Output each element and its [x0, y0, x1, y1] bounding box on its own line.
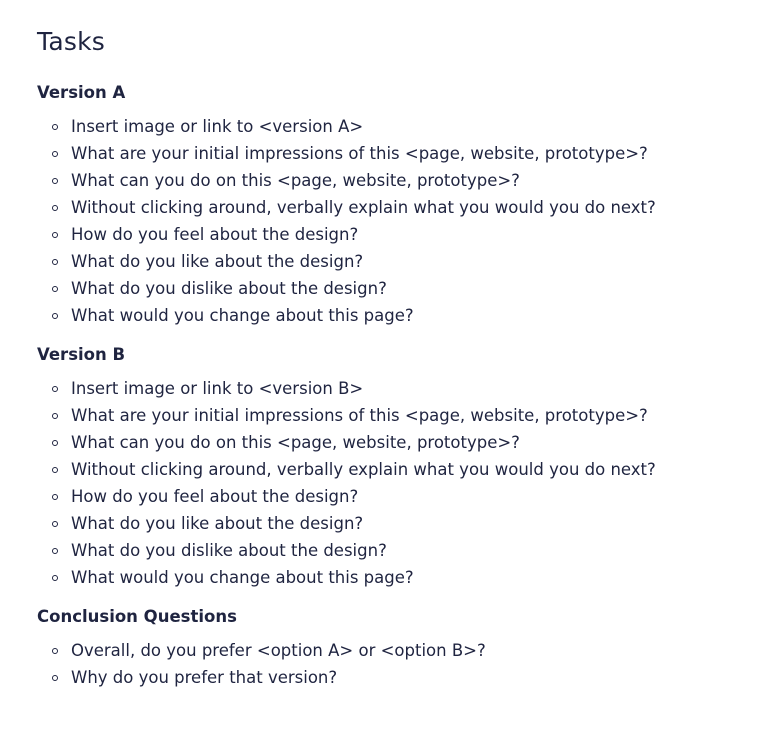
bullet-icon [52, 151, 58, 157]
bullet-icon [52, 494, 58, 500]
list-item [37, 664, 778, 691]
bullet-icon [52, 675, 58, 681]
bullet-icon [52, 548, 58, 554]
list-item [37, 537, 778, 564]
list-item-text: How do you feel about the design? [71, 487, 359, 506]
list-item [37, 456, 778, 483]
task-list-version-b [37, 375, 778, 591]
list-item-text: Without clicking around, verbally explain what you would you do next? [71, 198, 656, 217]
list-item [37, 275, 778, 302]
list-item [37, 248, 778, 275]
bullet-icon [52, 521, 58, 527]
bullet-icon [52, 259, 58, 265]
bullet-icon [52, 124, 58, 130]
section-heading-version-a: Version A [37, 83, 126, 102]
list-item [37, 510, 778, 537]
list-item [37, 302, 778, 329]
bullet-icon [52, 286, 58, 292]
list-item [37, 564, 778, 591]
list-item-text: What do you like about the design? [71, 514, 364, 533]
list-item-text: What can you do on this <page, website, prototype>? [71, 433, 520, 452]
list-item [37, 429, 778, 456]
page-title: Tasks [37, 27, 105, 56]
list-item-text: What are your initial impressions of this <page, website, prototype>? [71, 406, 648, 425]
bullet-icon [52, 386, 58, 392]
list-item-text: Why do you prefer that version? [71, 668, 338, 687]
list-item-text: What would you change about this page? [71, 306, 414, 325]
bullet-icon [52, 313, 58, 319]
list-item [37, 167, 778, 194]
list-item-text: What do you like about the design? [71, 252, 364, 271]
list-item-text: What do you dislike about the design? [71, 279, 387, 298]
list-item [37, 402, 778, 429]
bullet-icon [52, 648, 58, 654]
list-item-text: Without clicking around, verbally explain what you would you do next? [71, 460, 656, 479]
list-item [37, 221, 778, 248]
section-heading-version-b: Version B [37, 345, 126, 364]
list-item [37, 140, 778, 167]
list-item [37, 483, 778, 510]
list-item-text: What can you do on this <page, website, prototype>? [71, 171, 520, 190]
bullet-icon [52, 178, 58, 184]
list-item-text: What do you dislike about the design? [71, 541, 387, 560]
bullet-icon [52, 205, 58, 211]
bullet-icon [52, 440, 58, 446]
task-list-conclusion [37, 637, 778, 691]
list-item-text: Overall, do you prefer <option A> or <option B>? [71, 641, 486, 660]
bullet-icon [52, 467, 58, 473]
bullet-icon [52, 575, 58, 581]
list-item [37, 194, 778, 221]
list-item [37, 113, 778, 140]
list-item-text: Insert image or link to <version A> [71, 117, 364, 136]
list-item-text: What are your initial impressions of this <page, website, prototype>? [71, 144, 648, 163]
list-item-text: What would you change about this page? [71, 568, 414, 587]
bullet-icon [52, 232, 58, 238]
list-item-text: How do you feel about the design? [71, 225, 359, 244]
task-list-version-a [37, 113, 778, 329]
bullet-icon [52, 413, 58, 419]
list-item [37, 375, 778, 402]
section-heading-conclusion: Conclusion Questions [37, 607, 237, 626]
list-item [37, 637, 778, 664]
list-item-text: Insert image or link to <version B> [71, 379, 364, 398]
